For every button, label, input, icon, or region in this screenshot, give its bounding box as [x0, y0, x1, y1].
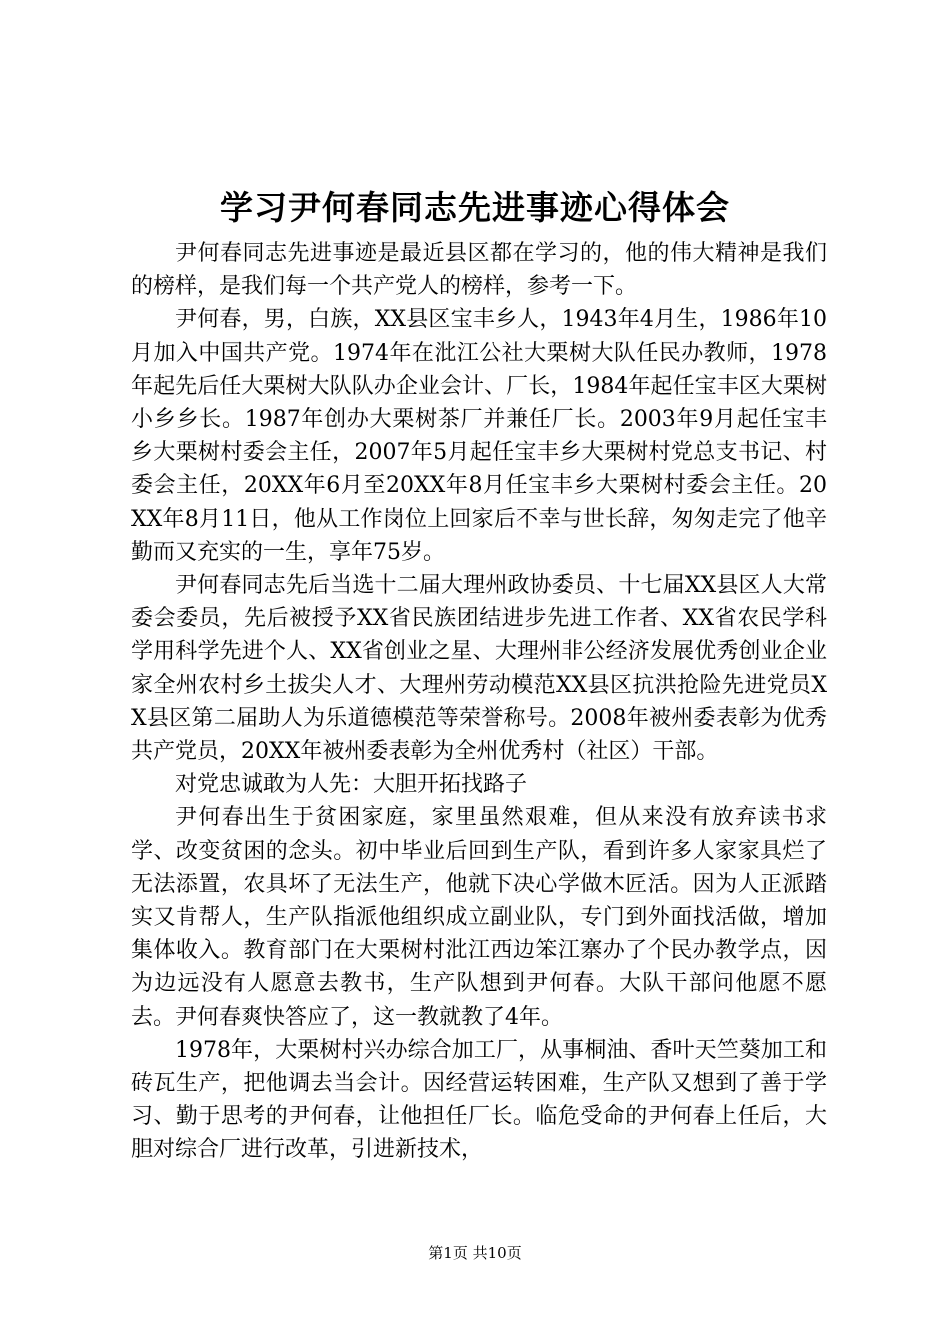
document-title: 学习尹何春同志先进事迹心得体会 [220, 188, 730, 227]
paragraph-biography: 尹何春，男，白族，XX县区宝丰乡人，1943年4月生，1986年10月加入中国共产党。1974年在沘江公社大栗树大队任民办教师，1978年起先后任大栗树大队队办企业会计、厂长，1984年起任宝丰区大栗树小乡乡长。1987年创办大栗树茶厂并兼任厂长。2003年9月起任宝丰乡大栗树村委会主任，2007年5月起任宝丰乡大栗树村党总支书记、村委会主任，20XX年6月至20XX年8月任宝丰乡大栗树村委会主任。20XX年8月11日，他从工作岗位上回家后不幸与世长辞，匆匆走完了他辛勤而又充实的一生，享年75岁。 [131, 307, 827, 565]
paragraph-intro: 尹何春同志先进事迹是最近县区都在学习的，他的伟大精神是我们的榜样，是我们每一个共产党人的榜样，参考一下。 [131, 241, 827, 300]
paragraph-factory: 1978年，大栗树村兴办综合加工厂，从事桐油、香叶天竺葵加工和砖瓦生产，把他调去当会计。因经营运转困难，生产队又想到了善于学习、勤于思考的尹何春，让他担任厂长。临危受命的尹何春上任后，大胆对综合厂进行改革，引进新技术， [131, 1037, 827, 1163]
paragraph-early-life: 尹何春出生于贫困家庭，家里虽然艰难，但从来没有放弃读书求学、改变贫困的念头。初中毕业后回到生产队，看到许多人家家具烂了无法添置，农具坏了无法生产，他就下决心学做木匠活。因为人正派踏实又肯帮人，生产队指派他组织成立副业队，专门到外面找活做，增加集体收入。教育部门在大栗树村沘江西边笨江寨办了个民办教学点，因为边远没有人愿意去教书，生产队想到尹何春。大队干部问他愿不愿去。尹何春爽快答应了，这一教就教了4年。 [131, 805, 827, 1030]
document-body [131, 237, 827, 1167]
page-number-footer: 第1页 共10页 [428, 1244, 522, 1262]
paragraph-honors: 尹何春同志先后当选十二届大理州政协委员、十七届XX县区人大常委会委员，先后被授予XX省民族团结进步先进工作者、XX省农民学科学用科学先进个人、XX省创业之星、大理州非公经济发展优秀创业企业家全州农村乡土拔尖人才、大理州劳动模范XX县区抗洪抢险先进党员XX县区第二届助人为乐道德模范等荣誉称号。2008年被州委表彰为优秀共产党员，20XX年被州委表彰为全州优秀村（社区）干部。 [131, 573, 827, 765]
section-heading: 对党忠诚敢为人先：大胆开拓找路子 [175, 772, 528, 798]
